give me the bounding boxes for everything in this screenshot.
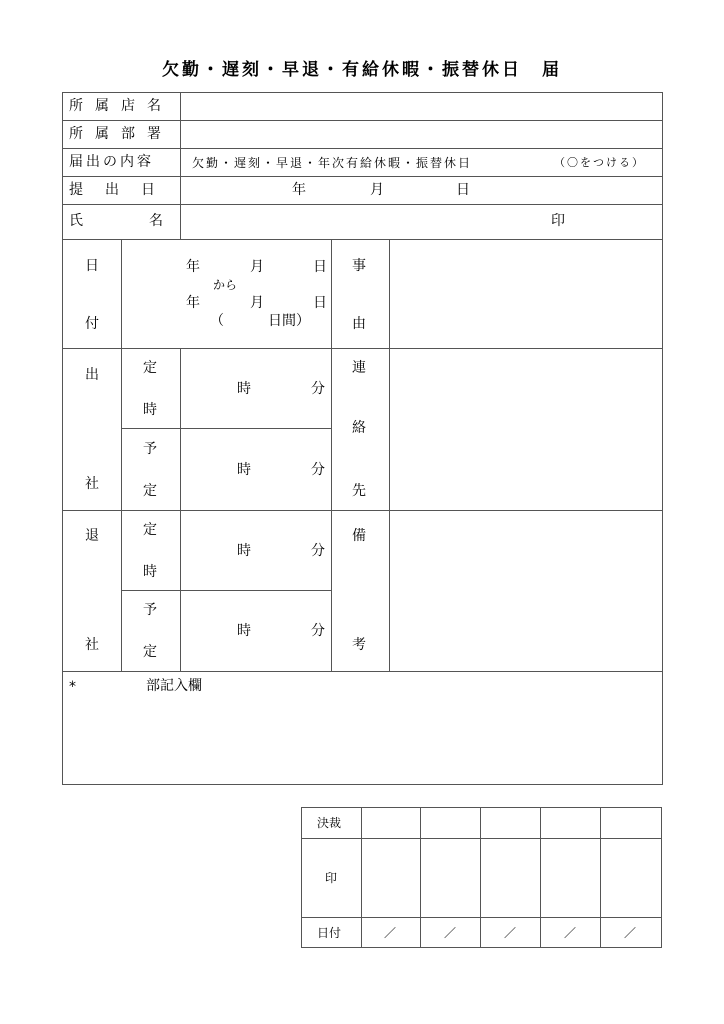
approval-date-slash-2[interactable]: ／	[444, 926, 457, 940]
departure-fixed-bottom: 時	[143, 564, 157, 580]
arrival-label-top: 出	[85, 367, 99, 383]
departure-label-bottom: 社	[85, 637, 99, 653]
content-note: （〇をつける）	[554, 156, 645, 169]
approval-date-label: 日付	[317, 926, 342, 940]
reason-label-top: 事	[352, 258, 366, 274]
date-to-year: 年	[186, 295, 200, 311]
arrival-label-bottom: 社	[85, 476, 99, 492]
date-to-day: 日	[313, 295, 327, 311]
submit-day: 日	[456, 182, 470, 198]
department-field[interactable]	[181, 121, 662, 148]
contact-label-3: 先	[352, 483, 366, 499]
approval-date-slash-4[interactable]: ／	[564, 926, 577, 940]
arrival-plan-bottom: 定	[143, 483, 157, 499]
days-label: 日間）	[268, 313, 310, 329]
date-to-month: 月	[250, 295, 264, 311]
arrival-fixed-hour: 時	[237, 381, 251, 397]
store-field[interactable]	[181, 93, 662, 120]
date-from-year: 年	[186, 259, 200, 275]
date-from-month: 月	[250, 259, 264, 275]
date-kara: から	[213, 278, 238, 292]
contact-field[interactable]	[390, 349, 662, 509]
departure-fixed-minute: 分	[311, 543, 325, 559]
remarks-label-bottom: 考	[352, 637, 366, 653]
arrival-fixed-top: 定	[143, 360, 157, 376]
reason-field[interactable]	[390, 240, 662, 347]
submit-month: 月	[370, 182, 384, 198]
form-title: 欠勤・遅刻・早退・有給休暇・振替休日 届	[162, 60, 562, 80]
contact-label-1: 連	[352, 360, 366, 376]
departure-plan-minute: 分	[311, 623, 325, 639]
arrival-plan-hour: 時	[237, 462, 251, 478]
reason-label-bottom: 由	[352, 316, 366, 332]
date-from-day: 日	[313, 259, 327, 275]
contact-label-2: 絡	[352, 420, 366, 436]
departure-plan-hour: 時	[237, 623, 251, 639]
approval-seal-label: 印	[325, 871, 338, 885]
approval-decision-label: 決裁	[317, 816, 342, 830]
name-label: 氏 名	[69, 213, 169, 229]
department-label: 所属部署	[69, 126, 173, 142]
submit-date-label: 提 出 日	[69, 182, 159, 198]
dept-entry-label: 部記入欄	[146, 678, 202, 694]
submit-year: 年	[292, 182, 306, 198]
date-label-bottom: 付	[85, 316, 99, 332]
date-label-top: 日	[85, 258, 99, 274]
departure-label-top: 退	[85, 528, 99, 544]
approval-date-slash-5[interactable]: ／	[624, 926, 637, 940]
approval-table	[301, 807, 662, 948]
arrival-plan-top: 予	[143, 441, 157, 457]
store-label: 所属店名	[69, 98, 173, 114]
arrival-fixed-minute: 分	[311, 381, 325, 397]
name-field[interactable]	[181, 205, 541, 238]
remarks-field[interactable]	[390, 511, 662, 670]
content-label: 届出の内容	[69, 154, 154, 170]
departure-fixed-hour: 時	[237, 543, 251, 559]
arrival-fixed-bottom: 時	[143, 402, 157, 418]
content-options[interactable]: 欠勤・遅刻・早退・年次有給休暇・振替休日	[192, 156, 473, 170]
seal-mark: 印	[551, 213, 565, 229]
departure-plan-top: 予	[143, 602, 157, 618]
approval-date-slash-3[interactable]: ／	[504, 926, 517, 940]
departure-fixed-top: 定	[143, 522, 157, 538]
departure-plan-bottom: 定	[143, 644, 157, 660]
remarks-label-top: 備	[352, 528, 366, 544]
dept-entry-field[interactable]	[63, 697, 662, 784]
arrival-plan-minute: 分	[311, 462, 325, 478]
dept-entry-asterisk: *	[69, 679, 76, 695]
days-open-paren: （	[210, 313, 224, 329]
approval-date-slash-1[interactable]: ／	[384, 926, 397, 940]
